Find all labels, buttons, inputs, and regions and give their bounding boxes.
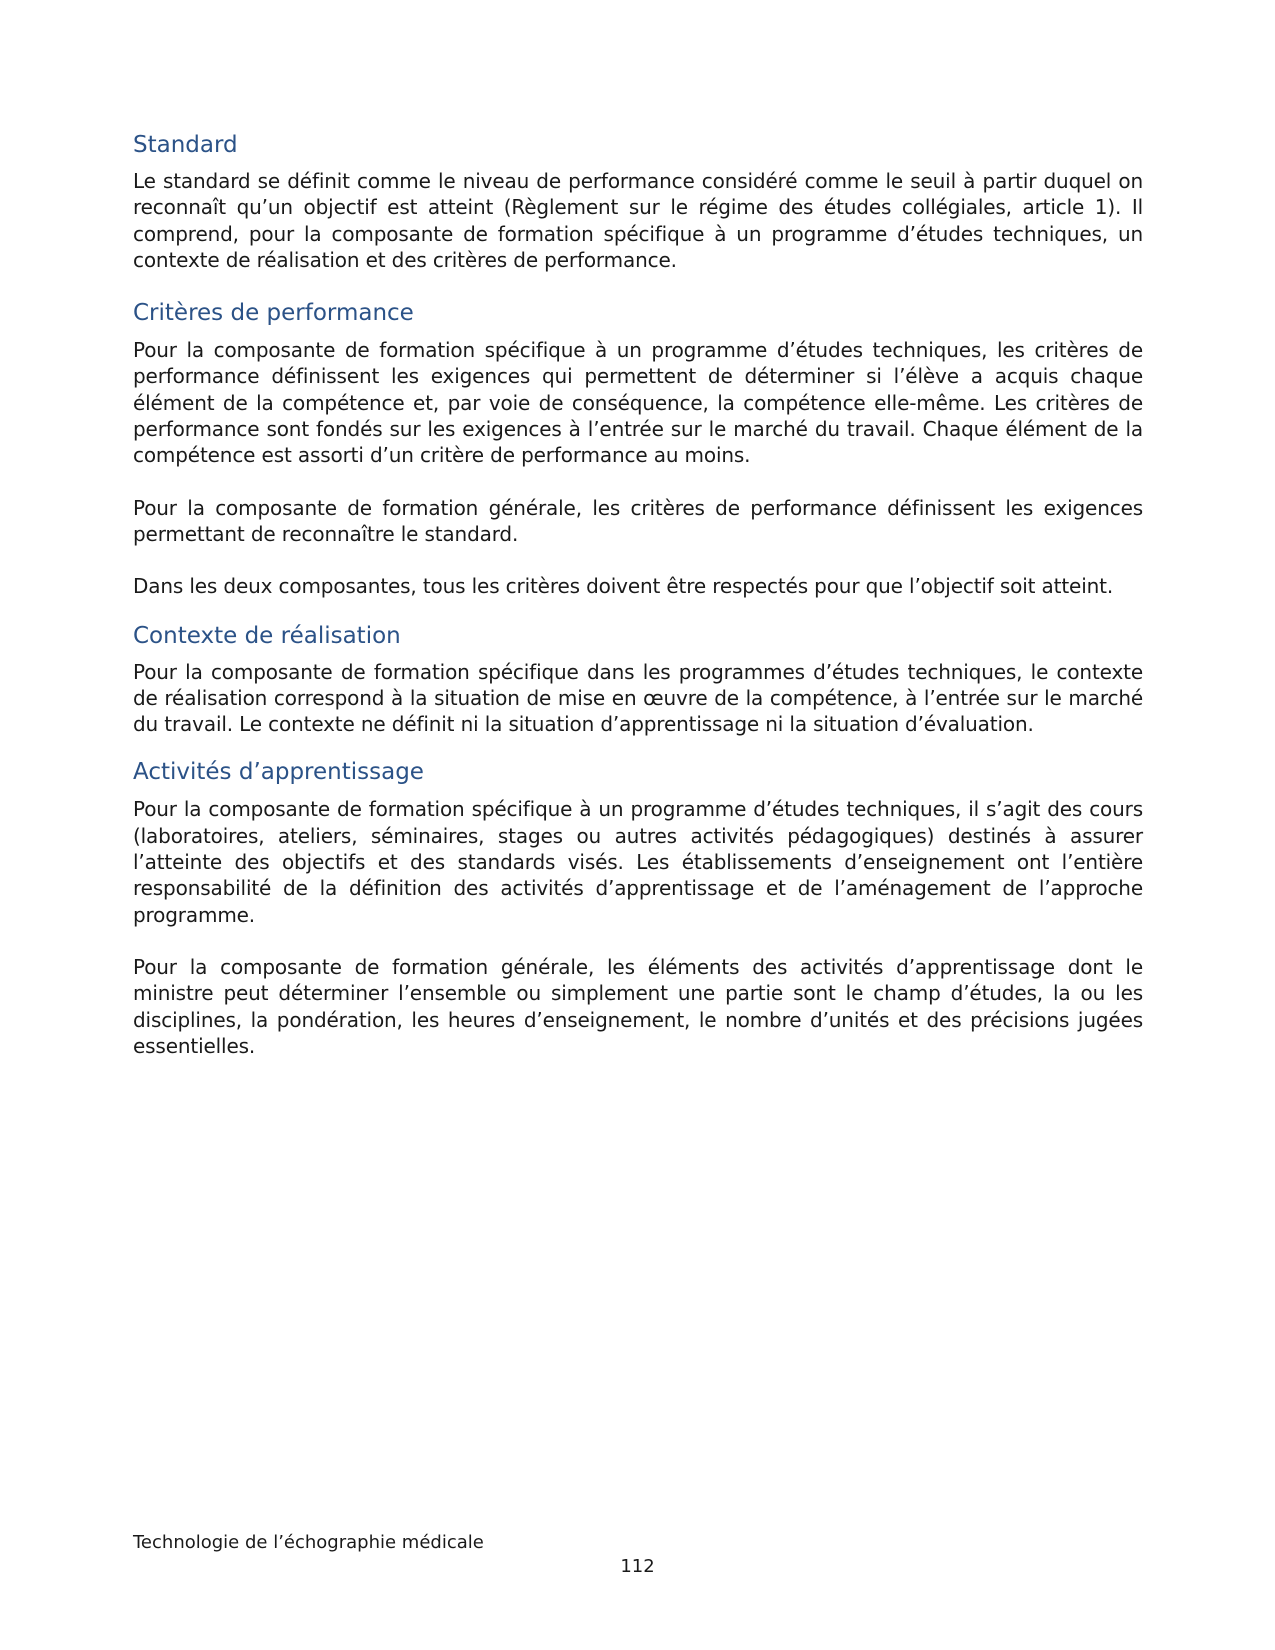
section-criteres-de-performance bbox=[133, 298, 1143, 599]
document-body bbox=[133, 130, 1143, 1059]
section-heading: Critères de performance bbox=[133, 300, 414, 327]
paragraph: Pour la composante de formation générale, les éléments des activités d’apprentissage dont le ministre peut déterminer l’ensemble ou simplement une partie sont le champ d’études, la ou les disciplines, la pondération, les heures d’enseignement, le nombre d’unités et des précisions jugées essentielles. bbox=[133, 954, 1143, 1058]
section-contexte-de-realisation bbox=[133, 621, 1143, 738]
section-heading: Standard bbox=[133, 132, 238, 158]
section-heading: Activités d’apprentissage bbox=[133, 759, 424, 786]
page-number: 112 bbox=[620, 1556, 655, 1577]
footer-program-title: Technologie de l’échographie médicale bbox=[133, 1532, 484, 1553]
section-activites-d-apprentissage bbox=[133, 757, 1143, 1059]
paragraph: Dans les deux composantes, tous les critères doivent être respectés pour que l’objectif soit atteint. bbox=[133, 574, 1114, 599]
section-heading: Contexte de réalisation bbox=[133, 622, 401, 649]
section-standard bbox=[133, 130, 1143, 273]
paragraph: Pour la composante de formation générale, les critères de performance définissent les exigences permettant de reconnaître le standard. bbox=[133, 495, 1143, 546]
paragraph: Le standard se définit comme le niveau de performance considéré comme le seuil à partir duquel on reconnaît qu’un objectif est atteint (Règlement sur le régime des études collégiales, article 1). Il comprend, pour la composante de formation spécifique à un programme d’études techniques, un contexte de réalisation et des critères de performance. bbox=[133, 169, 1143, 272]
paragraph: Pour la composante de formation spécifique à un programme d’études techniques, il s’agit des cours (laboratoires, ateliers, séminaires, stages ou autres activités pédagogiques) destinés à assurer l’atteinte des objectifs et des standards visés. Les établissements d’enseignement ont l’entière responsabilité de la définition des activités d’apprentissage et de l’aménagement de l’approche programme. bbox=[133, 797, 1143, 927]
paragraph: Pour la composante de formation spécifique dans les programmes d’études techniques, le contexte de réalisation correspond à la situation de mise en œuvre de la compétence, à l’entrée sur le marché du travail. Le contexte ne définit ni la situation d’apprentissage ni la situation d’évaluation. bbox=[133, 659, 1143, 737]
paragraph: Pour la composante de formation spécifique à un programme d’études techniques, les critères de performance définissent les exigences qui permettent de déterminer si l’élève a acquis chaque élément de la compétence et, par voie de conséquence, la compétence elle-même. Les critères de performance sont fondés sur les exigences à l’entrée sur le marché du travail. Chaque élément de la compétence est assorti d’un critère de performance au moins. bbox=[133, 338, 1143, 468]
